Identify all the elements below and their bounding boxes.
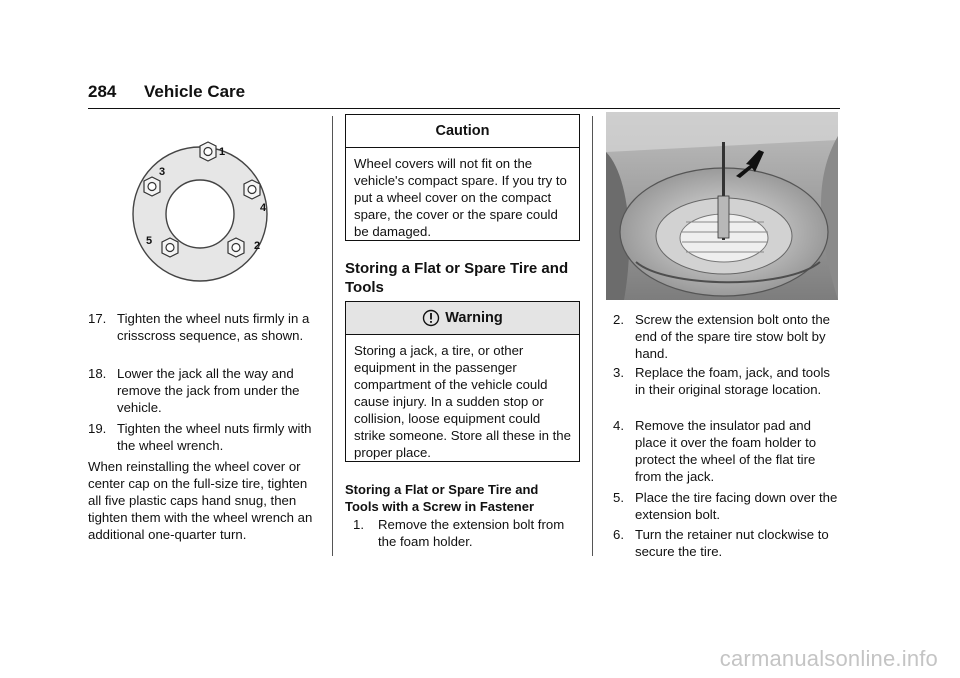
step-number: 6. bbox=[613, 527, 624, 542]
step-number: 5. bbox=[613, 490, 624, 505]
caution-box bbox=[345, 114, 580, 241]
screw-fastener-heading: Storing a Flat or Spare Tire and Tools with a Screw in Fastener bbox=[345, 482, 539, 514]
storing-heading: Storing a Flat or Spare Tire and Tools bbox=[345, 260, 569, 296]
column-divider-2 bbox=[592, 116, 593, 556]
page-number: 284 bbox=[88, 82, 117, 101]
lug-nut-1 bbox=[200, 142, 216, 161]
step-17 bbox=[88, 310, 324, 344]
column-divider-1 bbox=[332, 116, 333, 556]
step-5 bbox=[613, 489, 843, 523]
lug-nut-3 bbox=[144, 177, 160, 196]
lug-label-2: 2 bbox=[254, 240, 261, 252]
lug-nut-5 bbox=[162, 238, 178, 257]
lug-label-1: 1 bbox=[219, 146, 226, 158]
lug-label-3: 3 bbox=[159, 166, 166, 178]
step-18 bbox=[88, 365, 324, 416]
step-4 bbox=[613, 417, 843, 485]
step-6 bbox=[613, 526, 843, 560]
step-text: Replace the foam, jack, and tools in their original storage location. bbox=[635, 365, 830, 397]
step-number: 17. bbox=[88, 311, 107, 326]
caution-title: Caution bbox=[346, 115, 579, 148]
step-number: 2. bbox=[613, 312, 624, 327]
site-watermark: carmanualsonline.info bbox=[719, 646, 938, 671]
step-3 bbox=[613, 364, 843, 398]
step-number: 18. bbox=[88, 366, 107, 381]
warning-icon bbox=[422, 309, 440, 327]
step-text: Screw the extension bolt onto the end of the spare tire stow bolt by hand. bbox=[635, 312, 831, 361]
hub-center-hole bbox=[166, 180, 234, 248]
caution-body: Wheel covers will not fit on the vehicle's compact spare. If you try to put a wheel cover on the compact spare, the cover or the spare could be damaged. bbox=[354, 156, 567, 239]
warning-header bbox=[346, 302, 579, 335]
section-title: Vehicle Care bbox=[144, 82, 246, 101]
step-text: Remove the insulator pad and place it over the foam holder to protect the wheel of the flat tire from the jack. bbox=[635, 418, 817, 484]
warning-title: Warning bbox=[445, 310, 503, 326]
step-text: Remove the extension bolt from the foam holder. bbox=[378, 517, 565, 549]
step-text: Tighten the wheel nuts firmly in a crisscross sequence, as shown. bbox=[117, 311, 310, 343]
warning-body: Storing a jack, a tire, or other equipment in the passenger compartment of the vehicle could cause injury. In a sudden stop or collision, loose equipment could strike someone. Store all these in the proper place. bbox=[354, 343, 571, 460]
spare-tire-well-photo bbox=[606, 112, 838, 300]
step-text: Place the tire facing down over the extension bolt. bbox=[635, 490, 838, 522]
lug-nut-sequence-figure bbox=[124, 136, 280, 292]
wheel-cover-paragraph: When reinstalling the wheel cover or center cap on the full-size tire, tighten all five plastic caps hand snug, then tighten them with the wheel wrench an additional one-quarter turn. bbox=[88, 459, 313, 542]
warning-box bbox=[345, 301, 580, 462]
step-number: 1. bbox=[353, 517, 364, 532]
step-number: 4. bbox=[613, 418, 624, 433]
page-header bbox=[88, 82, 840, 109]
lug-nut-2 bbox=[228, 238, 244, 257]
step-2 bbox=[613, 311, 843, 362]
lug-label-4: 4 bbox=[260, 202, 267, 214]
step-text: Tighten the wheel nuts firmly with the wheel wrench. bbox=[117, 421, 312, 453]
step-19 bbox=[88, 420, 324, 454]
step-1 bbox=[353, 516, 575, 550]
lug-label-5: 5 bbox=[146, 235, 153, 247]
step-number: 19. bbox=[88, 421, 107, 436]
step-text: Lower the jack all the way and remove the jack from under the vehicle. bbox=[117, 366, 300, 415]
step-text: Turn the retainer nut clockwise to secure the tire. bbox=[635, 527, 829, 559]
step-number: 3. bbox=[613, 365, 624, 380]
lug-nut-4 bbox=[244, 180, 260, 199]
